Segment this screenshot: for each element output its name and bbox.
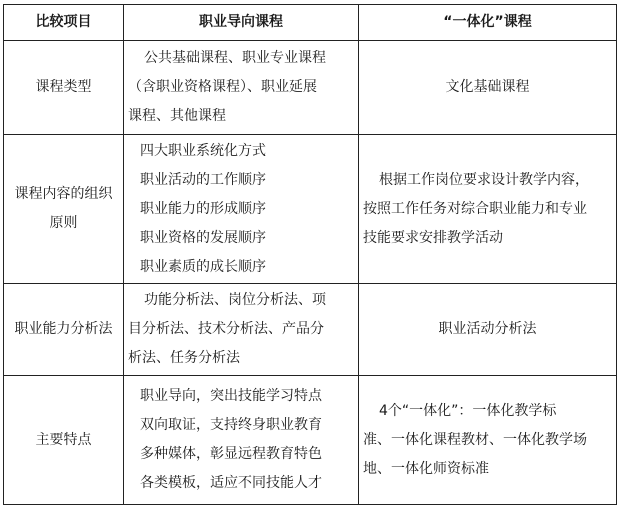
header-compare-item: 比较项目 <box>4 5 124 41</box>
header-vocational: 职业导向课程 <box>124 5 359 41</box>
vocational-cell: 职业导向，突出技能学习特点 双向取证，支持终身职业教育 多种媒体，彰显远程教育特色 各类模板，适应不同技能人才 <box>124 376 359 505</box>
header-row <box>4 5 617 41</box>
table-row <box>4 376 617 505</box>
integrated-cell: 职业活动分析法 <box>359 284 617 376</box>
row-item: 课程内容的组织 原则 <box>4 135 124 284</box>
integrated-cell: 文化基础课程 <box>359 41 617 135</box>
vocational-cell: 功能分析法、岗位分析法、项 目分析法、技术分析法、产品分 析法、任务分析法 <box>124 284 359 376</box>
integrated-cell: 4个“一体化”：一体化教学标 准、一体化课程教材、一体化教学场 地、一体化师资标准 <box>359 376 617 505</box>
vocational-cell: 四大职业系统化方式 职业活动的工作顺序 职业能力的形成顺序 职业资格的发展顺序 职业素质的成长顺序 <box>124 135 359 284</box>
row-item: 主要特点 <box>4 376 124 505</box>
comparison-table <box>3 4 617 505</box>
header-integrated: “一体化”课程 <box>359 5 617 41</box>
table-row <box>4 135 617 284</box>
integrated-cell: 根据工作岗位要求设计教学内容， 按照工作任务对综合职业能力和专业 技能要求安排教学活动 <box>359 135 617 284</box>
vocational-cell: 公共基础课程、职业专业课程 （含职业资格课程）、职业延展 课程、其他课程 <box>124 41 359 135</box>
row-item: 职业能力分析法 <box>4 284 124 376</box>
table-row <box>4 41 617 135</box>
row-item: 课程类型 <box>4 41 124 135</box>
table-row <box>4 284 617 376</box>
